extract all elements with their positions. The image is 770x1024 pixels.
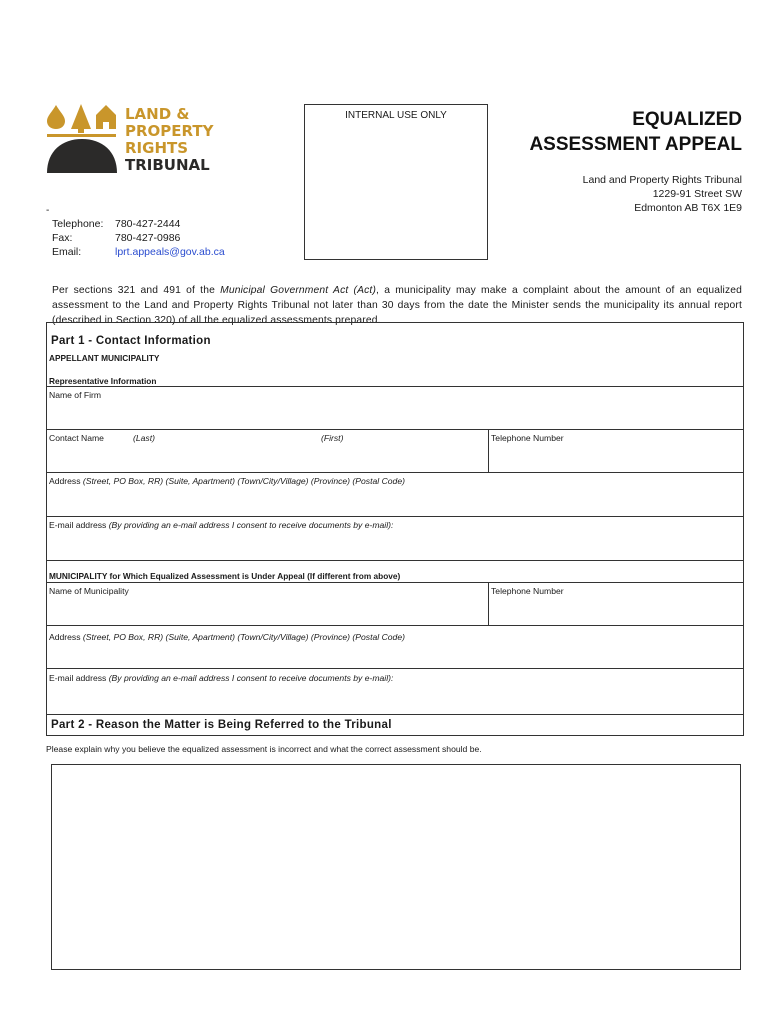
part1-header-row	[46, 322, 744, 387]
municipality-email-hint: (By providing an e-mail address I consent to receive documents by e-mail):	[106, 673, 394, 683]
email-address-label	[49, 520, 393, 530]
dash-mark: -	[46, 205, 50, 216]
first-name-hint: (First)	[321, 433, 344, 443]
logo-line-1: LAND &	[125, 105, 190, 123]
title-line-2: ASSESSMENT APPEAL	[529, 134, 742, 155]
municipality-heading: MUNICIPALITY for Which Equalized Assessment is Under Appeal (If different from above)	[49, 571, 401, 581]
part2-heading: Part 2 - Reason the Matter is Being Referred to the Tribunal	[51, 719, 392, 731]
telephone-value: 780-427-2444	[115, 218, 181, 230]
name-of-firm-field[interactable]	[46, 386, 744, 430]
part1-heading: Part 1 - Contact Information	[51, 335, 211, 347]
address-label	[49, 476, 405, 486]
municipality-heading-row	[46, 560, 744, 583]
email-hint: (By providing an e-mail address I consent to receive documents by e-mail):	[106, 520, 394, 530]
internal-use-box	[304, 104, 488, 260]
last-name-hint: (Last)	[133, 433, 155, 443]
municipality-address-field[interactable]	[46, 625, 744, 669]
column-divider	[488, 430, 489, 472]
tribunal-logo-icon	[44, 103, 120, 175]
representative-information-label: Representative Information	[49, 376, 157, 386]
municipality-address-label	[49, 632, 405, 642]
part2-header-row	[46, 714, 744, 736]
telephone-label: Telephone:	[52, 218, 104, 230]
email-link[interactable]: lprt.appeals@gov.ab.ca	[115, 246, 225, 258]
tribunal-name: Land and Property Rights Tribunal	[582, 174, 742, 186]
part2-instructions: Please explain why you believe the equalized assessment is incorrect and what the correct assessment should be.	[46, 744, 482, 754]
telephone-number-label: Telephone Number	[491, 433, 564, 443]
contact-name-label: Contact Name	[49, 433, 104, 443]
tribunal-city: Edmonton AB T6X 1E9	[634, 202, 742, 214]
name-of-municipality-label: Name of Municipality	[49, 586, 129, 596]
email-address-field[interactable]	[46, 516, 744, 561]
municipality-email-field[interactable]	[46, 668, 744, 715]
fax-value: 780-427-0986	[115, 232, 181, 244]
logo-line-2: PROPERTY	[125, 122, 214, 140]
reason-textarea[interactable]	[51, 764, 741, 970]
address-field[interactable]	[46, 472, 744, 517]
email-label: Email:	[52, 246, 82, 258]
tribunal-street: 1229-91 Street SW	[652, 188, 742, 200]
municipality-email-label	[49, 673, 393, 683]
municipality-telephone-label: Telephone Number	[491, 586, 564, 596]
logo-line-4: TRIBUNAL	[125, 156, 210, 174]
tribunal-address	[583, 173, 742, 215]
logo-line-3: RIGHTS	[125, 139, 189, 157]
email-label-text: E-mail address	[49, 520, 107, 530]
name-of-firm-label: Name of Firm	[49, 390, 102, 400]
appellant-municipality-label: APPELLANT MUNICIPALITY	[49, 353, 160, 363]
municipality-address-hint: (Street, PO Box, RR) (Suite, Apartment) (Town/City/Village) (Province) (Postal Code)	[80, 632, 405, 642]
title-line-1: EQUALIZED	[632, 109, 742, 130]
internal-use-label: INTERNAL USE ONLY	[345, 110, 447, 121]
municipality-address-label-text: Address	[49, 632, 81, 642]
address-label-text: Address	[49, 476, 81, 486]
municipality-email-label-text: E-mail address	[49, 673, 107, 683]
column-divider	[488, 583, 489, 625]
contact-details	[52, 217, 225, 259]
intro-act-name: Municipal Government Act (Act)	[220, 285, 377, 296]
intro-text-after: , a municipality may make a complaint about the amount of an equalized assessment to the Land and Property Rights Tribunal not later than 30 days from the date the Minister sends the municipality its annual report (described in Section 320) of all the equalized assessments prepared.	[52, 285, 742, 326]
address-hint: (Street, PO Box, RR) (Suite, Apartment) (Town/City/Village) (Province) (Postal Code)	[80, 476, 405, 486]
contact-name-row	[46, 429, 744, 473]
intro-text-before: Per sections 321 and 491 of the	[52, 285, 221, 296]
municipality-name-row	[46, 582, 744, 626]
logo-wordmark	[125, 106, 214, 174]
form-title	[529, 107, 742, 157]
fax-label: Fax:	[52, 232, 73, 244]
